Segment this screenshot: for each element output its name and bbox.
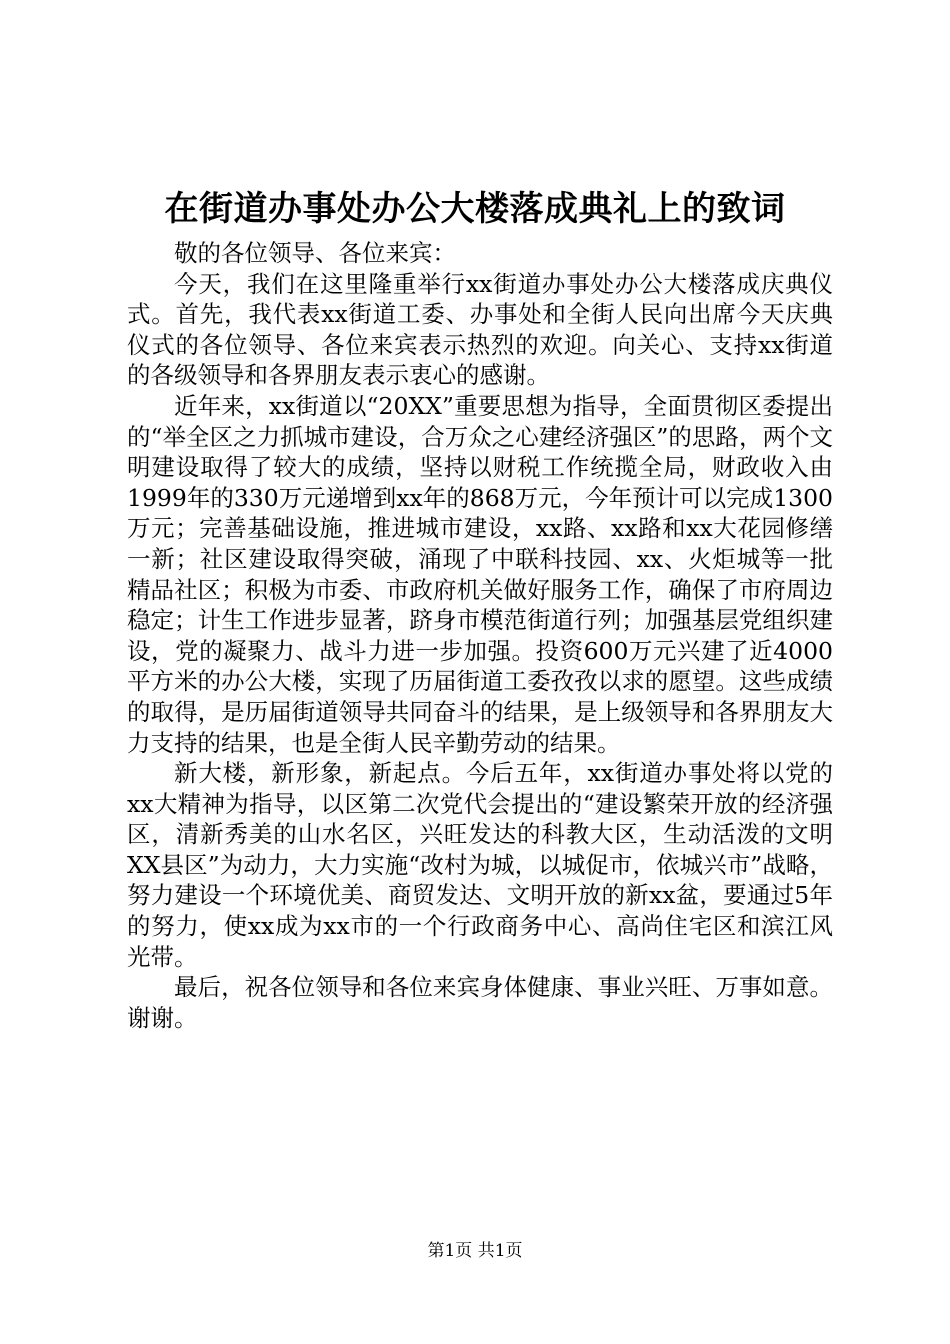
salutation-paragraph: 敬的各位领导、各位来宾： xyxy=(174,239,456,267)
closing-paragraph: 最后，祝各位领导和各位来宾身体健康、事业兴旺、万事如意。谢谢。 xyxy=(127,973,833,1032)
opening-paragraph: 今天，我们在这里隆重举行xx街道办事处办公大楼落成庆典仪式。首先，我代表xx街道工委、办事处和全街人民向出席今天庆典仪式的各位领导、各位来宾表示热烈的欢迎。向关心、支持xx街道的各级领导和各界朋友表示衷心的感谢。 xyxy=(127,269,833,390)
achievements-paragraph: 近年来，xx街道以“20XX”重要思想为指导，全面贯彻区委提出的“举全区之力抓城市建设，合万众之心建经济强区”的思路，两个文明建设取得了较大的成绩，坚持以财税工作统揽全局，财政收入由1999年的330万元递增到xx年的868万元，今年预计可以完成1300万元；完善基础设施，推进城市建设，xx路、xx路和xx大花园修缮一新；社区建设取得突破，涌现了中联科技园、xx、火炬城等一批精品社区；积极为市委、市政府机关做好服务工作，确保了市府周边稳定；计生工作进步显著，跻身市模范街道行列；加强基层党组织建设，党的凝聚力、战斗力进一步加强。投资600万元兴建了近4000平方米的办公大楼，实现了历届街道工委孜孜以求的愿望。这些成绩的取得，是历届街道领导共同奋斗的结果，是上级领导和各界朋友大力支持的结果，也是全街人民辛勤劳动的结果。 xyxy=(127,391,833,757)
document-body xyxy=(127,238,833,1033)
future-plans-paragraph: 新大楼，新形象，新起点。今后五年，xx街道办事处将以党的xx大精神为指导，以区第二次党代会提出的“建设繁荣开放的经济强区，清新秀美的山水名区，兴旺发达的科教大区，生动活泼的文明XX县区”为动力，大力实施“改村为城，以城促市，依城兴市”战略，努力建设一个环境优美、商贸发达、文明开放的新xx盆，要通过5年的努力，使xx成为xx市的一个行政商务中心、高尚住宅区和滨江风光带。 xyxy=(127,759,833,971)
document-title: 在街道办事处办公大楼落成典礼上的致词 xyxy=(164,189,786,229)
page-footer: 第1页 共1页 xyxy=(427,1241,523,1261)
